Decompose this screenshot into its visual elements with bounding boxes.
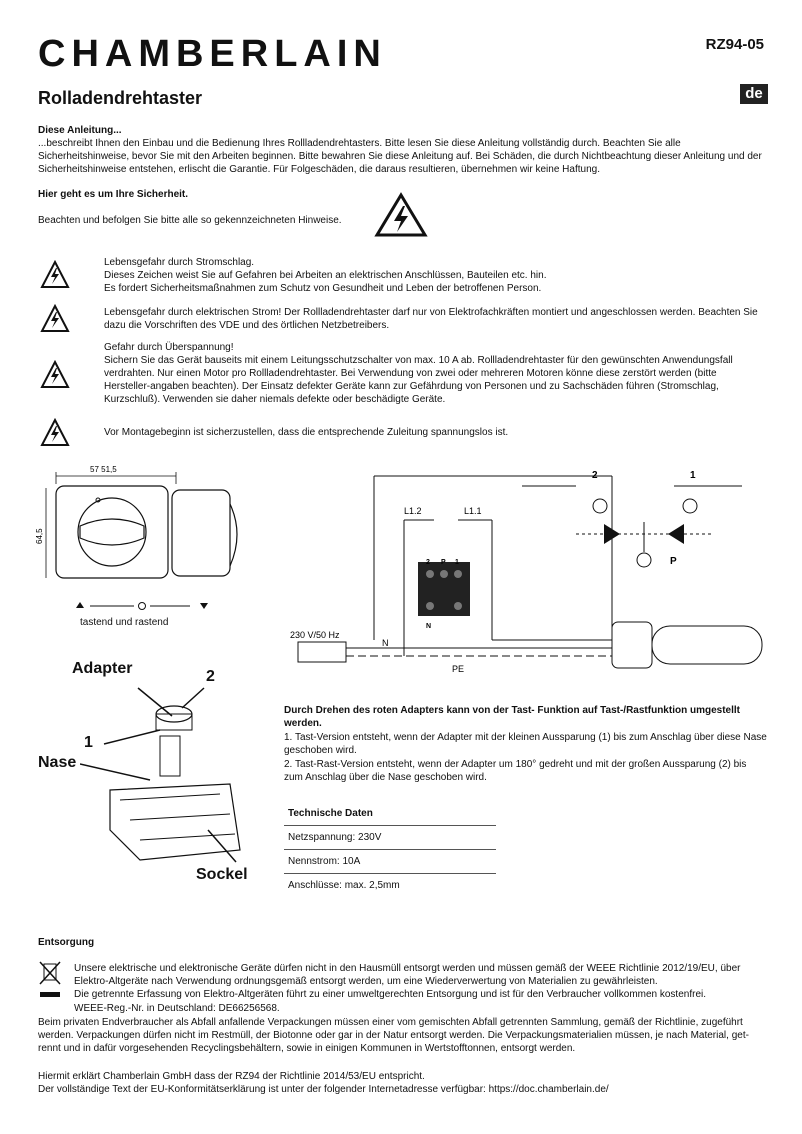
switch-position-label: 1: [690, 470, 696, 481]
tech-data-table: [284, 802, 496, 897]
mode-caption: tastend und rastend: [80, 617, 169, 628]
terminal-label: 1: [455, 559, 459, 566]
switch-position-label: P: [670, 556, 677, 567]
wiring-diagram: [286, 462, 776, 682]
wire-label: N: [382, 638, 389, 648]
table-header: Technische Daten: [284, 802, 496, 826]
callout-2: 2: [206, 668, 215, 685]
instruction-step: 2. Tast-Rast-Version entsteht, wenn der Adapter um 180° gedreht und mit der großen Aussparung (2) bis zum Anschlag über die Nase geschoben wird.: [284, 759, 747, 783]
high-voltage-icon: [40, 418, 70, 448]
callout-1: 1: [84, 734, 93, 751]
instruction-step: 1. Tast-Version entsteht, wenn der Adapter mit der kleinen Aussparung (1) bis zum Anschlag über diese Nase geschoben wird.: [284, 732, 767, 756]
height-dimension: 64,5: [35, 528, 44, 544]
dimension-drawing: [30, 460, 260, 630]
sockel-label: Sockel: [196, 866, 248, 883]
page-title: Rolladendrehtaster: [38, 88, 203, 108]
terminal-label: 2: [426, 559, 430, 566]
disposal-heading: Entsorgung: [38, 937, 95, 948]
wire-label: L1.2: [404, 506, 422, 516]
warning-text: Vor Montagebeginn ist sicherzustellen, dass die entsprechende Zuleitung spannungslos ist.: [104, 427, 509, 438]
width-dimension: 57 51,5: [90, 465, 117, 474]
nase-label: Nase: [38, 754, 77, 771]
conformity-line: Der vollständige Text der EU-Konformitätserklärung ist unter der folgender Internetadresse verfügbar: https://doc.chamberlain.de/: [38, 1084, 609, 1095]
wire-label: L1.1: [464, 506, 482, 516]
instructions-heading: Durch Drehen des roten Adapters kann von der Tast- Funktion auf Tast-/Rastfunktion umgestellt werden.: [284, 705, 740, 729]
disposal-paragraph: Die getrennte Erfassung von Elektro-Altgeräten führt zu einer umweltgerechten Entsorgung und ist für den Verbraucher vollkommen kostenfrei.: [74, 989, 707, 1000]
intro-text: ...beschreibt Ihnen den Einbau und die Bedienung Ihres Rollladendrehtasters. Bitte lesen Sie diese Anleitung vollständig durch. Beachten Sie alle Sicherheitshinweise, bevor Sie mit den Arbeiten beginnen. Bitte bewahren Sie diese Anleitung auf. Bei Schäden, die durch Nichtbeachtung dieser Anleitung und der Sicherheitshinweise entstehen, erlischt die Garantie. Für Folgeschäden, die daraus resultieren, übernehmen wir keine Haftung.: [38, 138, 762, 175]
supply-label: 230 V/50 Hz: [290, 630, 340, 640]
table-row: Nennstrom: 10A: [284, 850, 496, 874]
terminal-label: N: [426, 623, 432, 630]
document-code: RZ94-05: [705, 36, 764, 53]
table-row: Anschlüsse: max. 2,5mm: [288, 880, 400, 891]
disposal-paragraph: Unsere elektrische und elektronische Geräte dürfen nicht in den Hausmüll entsorgt werden und müssen gemäß der WEEE Richtlinie 2012/19/EU, über Elektro-Altgeräte nach Verwendung ordnungsgemäß entsorgt werden, um eine Wiederverwertung von Materialien zu gewährleisten.: [74, 963, 741, 987]
warning-text: Gefahr durch Überspannung! Sichern Sie das Gerät bauseits mit einem Leitungsschutzschalter von max. 10 A ab. Rollladendrehtaster für den gewünschten Anwendungsfall verdrahten. Nur einen Motor pro Rollladendrehtaster. Bei Verwendung von zwei oder mehreren Motoren könne diese zerstört werden (bitte Hersteller-angaben beachten). Der Einsatz defekter Geräte kann zur Gefährdung von Personen und zu Sachschäden führen (Stromschlag, Kurzschluß). Verwenden sie daher niemals defekte oder beschädigte Geräte.: [104, 342, 733, 405]
brand-name: CHAMBERLAIN: [38, 34, 387, 74]
high-voltage-icon: [40, 360, 70, 390]
terminal-label: P: [441, 559, 446, 566]
switch-position-label: 2: [592, 470, 598, 481]
adapter-assembly-drawing: [80, 680, 260, 883]
intro-heading: Diese Anleitung...: [38, 125, 122, 136]
high-voltage-icon: [40, 260, 70, 290]
language-badge: de: [740, 84, 768, 104]
safety-heading: Hier geht es um Ihre Sicherheit.: [38, 189, 189, 200]
warning-text: Lebensgefahr durch Stromschlag. Dieses Zeichen weist Sie auf Gefahren bei Arbeiten an elektrischen Anschlüssen, Bauteilen etc. hin. Es fordert Sicherheitsmaßnahmen zum Schutz von Gesundheit und Leben der betroffenen Person.: [104, 257, 547, 294]
disposal-paragraph: Beim privaten Endverbraucher als Abfall anfallende Verpackungen müssen einer vom gemischten Abfall getrennten Sammlung, gemäß der Richtlinie, zugeführt werden. Verpackungen dürfen nicht im Restmüll, der Biotonne oder gar in der Natur entsorgt werden. Die Verpackungsmaterialien müssen, je nach Material, get-rennt und in dafür vorgesehenden Recyclingsbehältern, sowie in einigen Kommunen in Wertstofftonnen, entsorgt werden.: [38, 1017, 749, 1054]
conformity-line: Hiermit erklärt Chamberlain GmbH dass der RZ94 der Richtlinie 2014/53/EU entspricht.: [38, 1071, 425, 1082]
wire-label: PE: [452, 664, 465, 674]
warning-text: Lebensgefahr durch elektrischen Strom! Der Rollladendrehtaster darf nur von Elektrofachkräften montiert und angeschlossen werden. Beachten Sie dazu die Vorschriften des VDE und des örtlichen Netzbetreibers.: [104, 307, 758, 331]
high-voltage-warning-icon: [374, 192, 428, 238]
brand-logo: [38, 34, 458, 74]
table-row: Netzspannung: 230V: [284, 826, 496, 850]
adapter-label: Adapter: [72, 660, 133, 677]
weee-bin-icon: [38, 960, 62, 1000]
high-voltage-icon: [40, 304, 70, 334]
safety-note: Beachten und befolgen Sie bitte alle so gekennzeichneten Hinweise.: [38, 215, 342, 226]
disposal-paragraph: WEEE-Reg.-Nr. in Deutschland: DE66256568.: [74, 1003, 280, 1014]
